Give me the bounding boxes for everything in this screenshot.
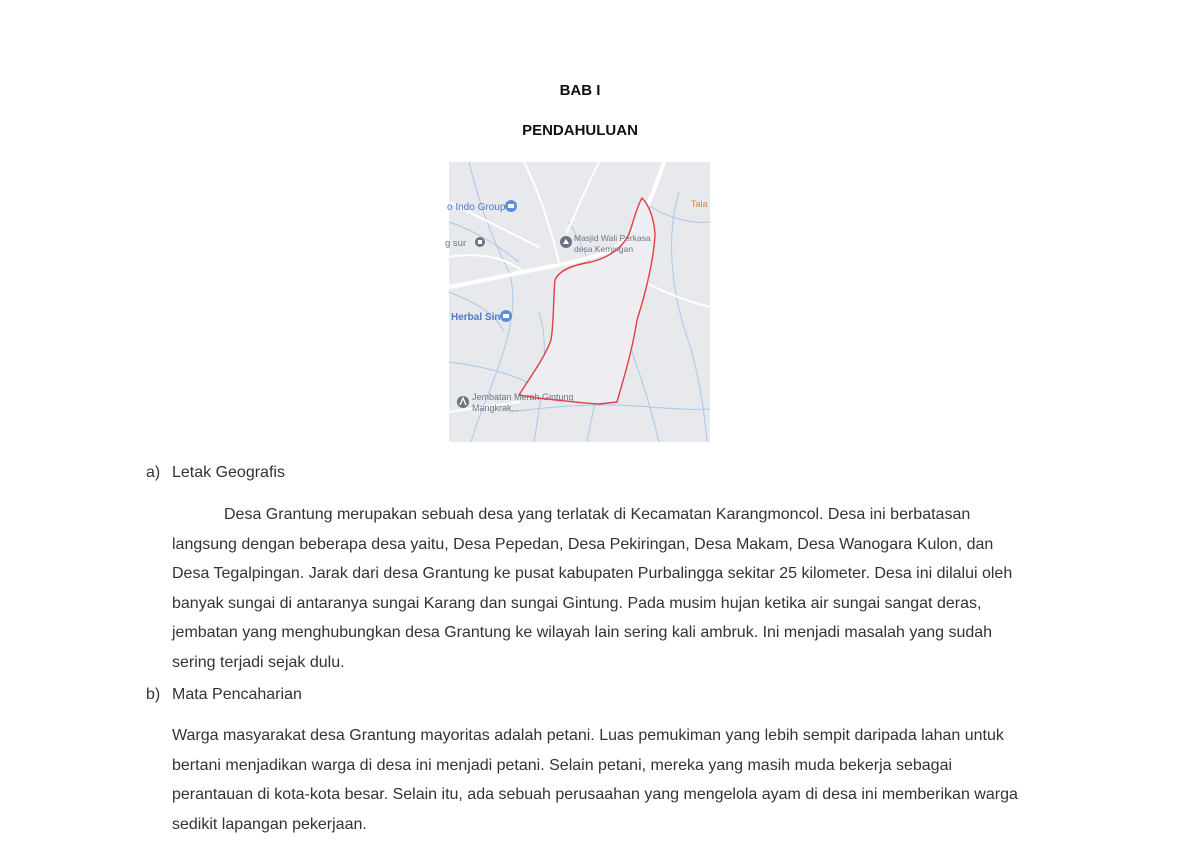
section-b-title: Mata Pencaharian [172,686,302,703]
map-label-mosque-2: desa Kemingan [574,244,634,254]
map-label-indo-group: o Indo Group [447,202,506,213]
pin-indo-group-icon [505,200,517,212]
village-map-image [445,162,710,442]
chapter-number: BAB I [559,82,601,99]
section-a-marker: a) [146,464,161,481]
pin-herbal-icon [500,310,512,322]
pin-partial-left-icon [475,237,485,247]
chapter-title: PENDAHULUAN [522,122,638,139]
map-label-top-right: Tala [691,199,708,209]
section-b-paragraph: Warga masyarakat desa Grantung mayoritas adalah petani. Luas pemukiman yang lebih sempit daripada lahan untuk bertani menjadikan warga di desa ini menjadi petani. Selain petani, mereka yang masih muda bekerja sebagai perantauan di kota-kota besar. Selain itu, ada sebuah perusaahan yang mengelola ayam di desa ini memberikan warga sedikit lapangan pekerjaan. [172,727,1018,833]
map-label-bridge-1: Jembatan Merah Gintung [472,392,574,402]
map-label-left: g sur [445,238,467,249]
section-a-paragraph: Desa Grantung merupakan sebuah desa yang terlatak di Kecamatan Karangmoncol. Desa ini berbatasan langsung dengan beberapa desa yaitu, Desa Pepedan, Desa Pekiringan, Desa Makam, Desa Wanogara Kulon, dan Desa Tegalpingan. Jarak dari desa Grantung ke pusat kabupaten Purbalingga sekitar 25 kilometer. Desa ini dilalui oleh banyak sungai di antaranya sungai Karang dan sungai Gintung. Pada musim hujan ketika air sungai sangat deras, jembatan yang menghubungkan desa Grantung ke wilayah lain sering kali ambruk. Ini menjadi masalah yang sudah sering terjadi sejak dulu. [172,506,1013,671]
mosque-pin-icon [560,236,572,248]
section-a-title: Letak Geografis [172,464,285,481]
map-label-herbal: Herbal Sin [451,312,501,323]
map-label-mosque-1: Masjid Wali Perkasa [574,233,651,243]
section-a-heading [146,464,285,482]
bridge-pin-icon [457,396,469,408]
map-canvas [445,162,710,442]
map-label-bridge-2: Mangkrak... [472,403,520,413]
section-b-heading [146,686,302,704]
section-b-marker: b) [146,686,161,703]
